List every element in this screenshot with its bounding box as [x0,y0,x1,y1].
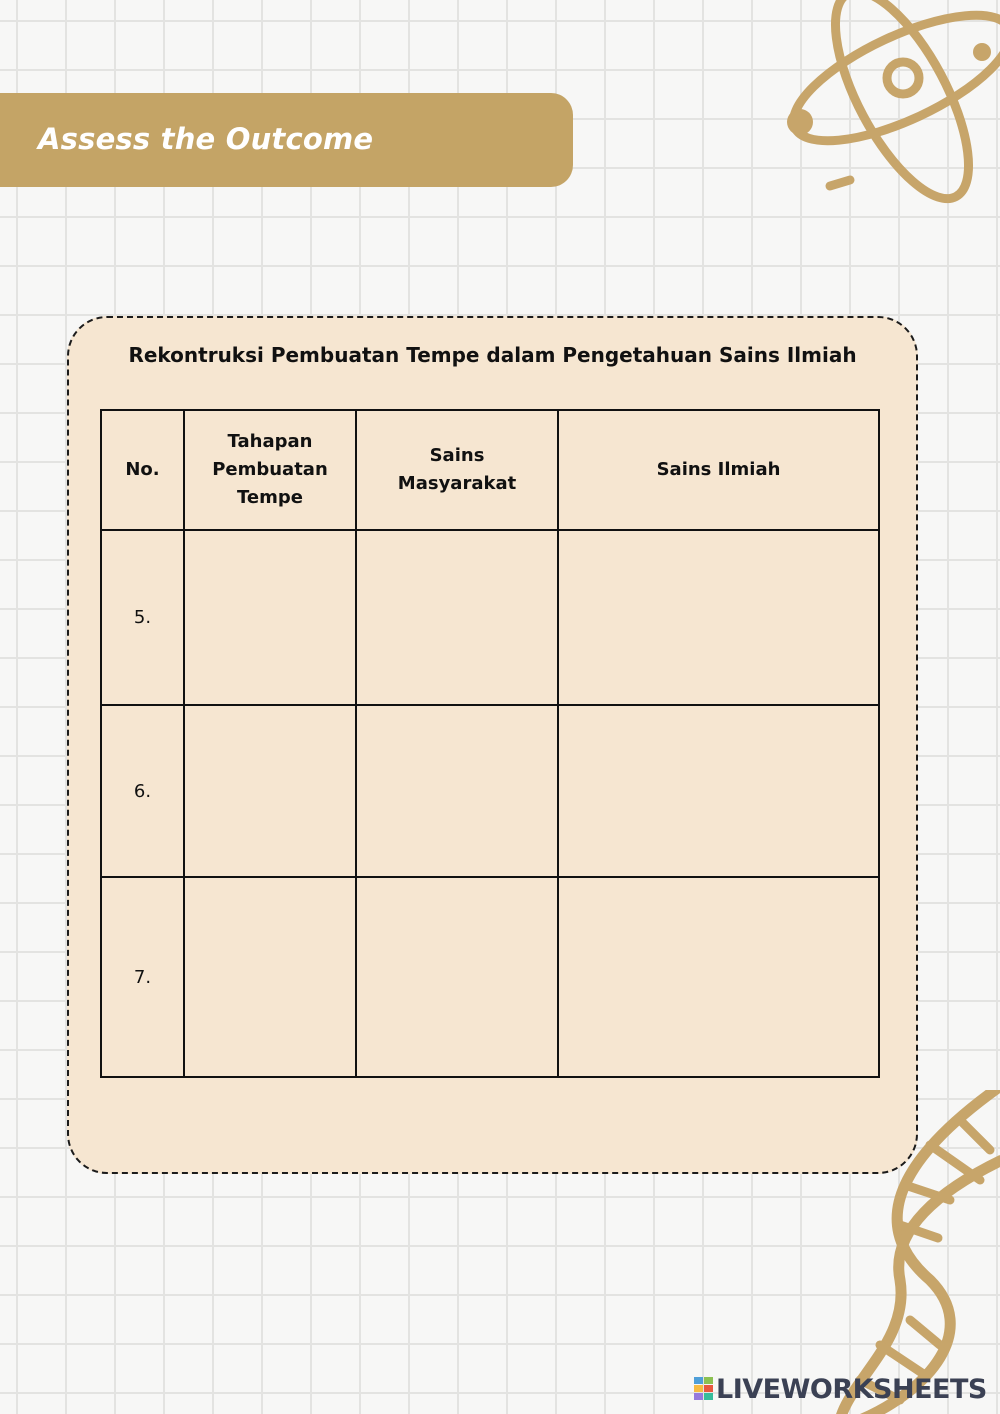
worksheet-table [100,409,880,1078]
column-header-no-label: No. [125,459,160,480]
column-header-sains-ilmiah [558,410,879,530]
table-row [101,705,879,877]
column-header-tahapan [184,410,356,530]
column-header-tahapan-line2: Pembuatan [212,459,328,480]
column-header-sains-masyarakat-line2: Masyarakat [397,473,517,494]
column-header-tahapan-line3: Tempe [237,487,303,508]
liveworksheets-logo [694,1372,987,1406]
table-row [101,877,879,1077]
sains-masyarakat-cell[interactable] [356,877,558,1077]
column-header-sains-masyarakat-line1: Sains [429,445,485,466]
liveworksheets-icon [694,1377,714,1401]
sains-ilmiah-cell[interactable] [558,705,879,877]
atom-icon [760,0,1000,230]
table-row [101,530,879,705]
row-number: 6. [101,705,184,877]
sains-masyarakat-cell[interactable] [356,705,558,877]
column-header-no [101,410,184,530]
brand-name: LIVEWORKSHEETS [716,1373,987,1405]
sains-masyarakat-cell[interactable] [356,530,558,705]
tahapan-cell[interactable] [184,530,356,705]
sains-ilmiah-cell[interactable] [558,530,879,705]
sains-ilmiah-cell[interactable] [558,877,879,1077]
tahapan-cell[interactable] [184,877,356,1077]
column-header-tahapan-line1: Tahapan [227,431,313,452]
tahapan-cell[interactable] [184,705,356,877]
page-title: Assess the Outcome [38,122,374,156]
row-number: 7. [101,877,184,1077]
column-header-sains-masyarakat [356,410,558,530]
row-number: 5. [101,530,184,705]
table-header-row [101,410,879,530]
worksheet-title: Rekontruksi Pembuatan Tempe dalam Pengetahuan Sains Ilmiah [128,343,857,367]
column-header-sains-ilmiah-label: Sains Ilmiah [656,459,781,480]
